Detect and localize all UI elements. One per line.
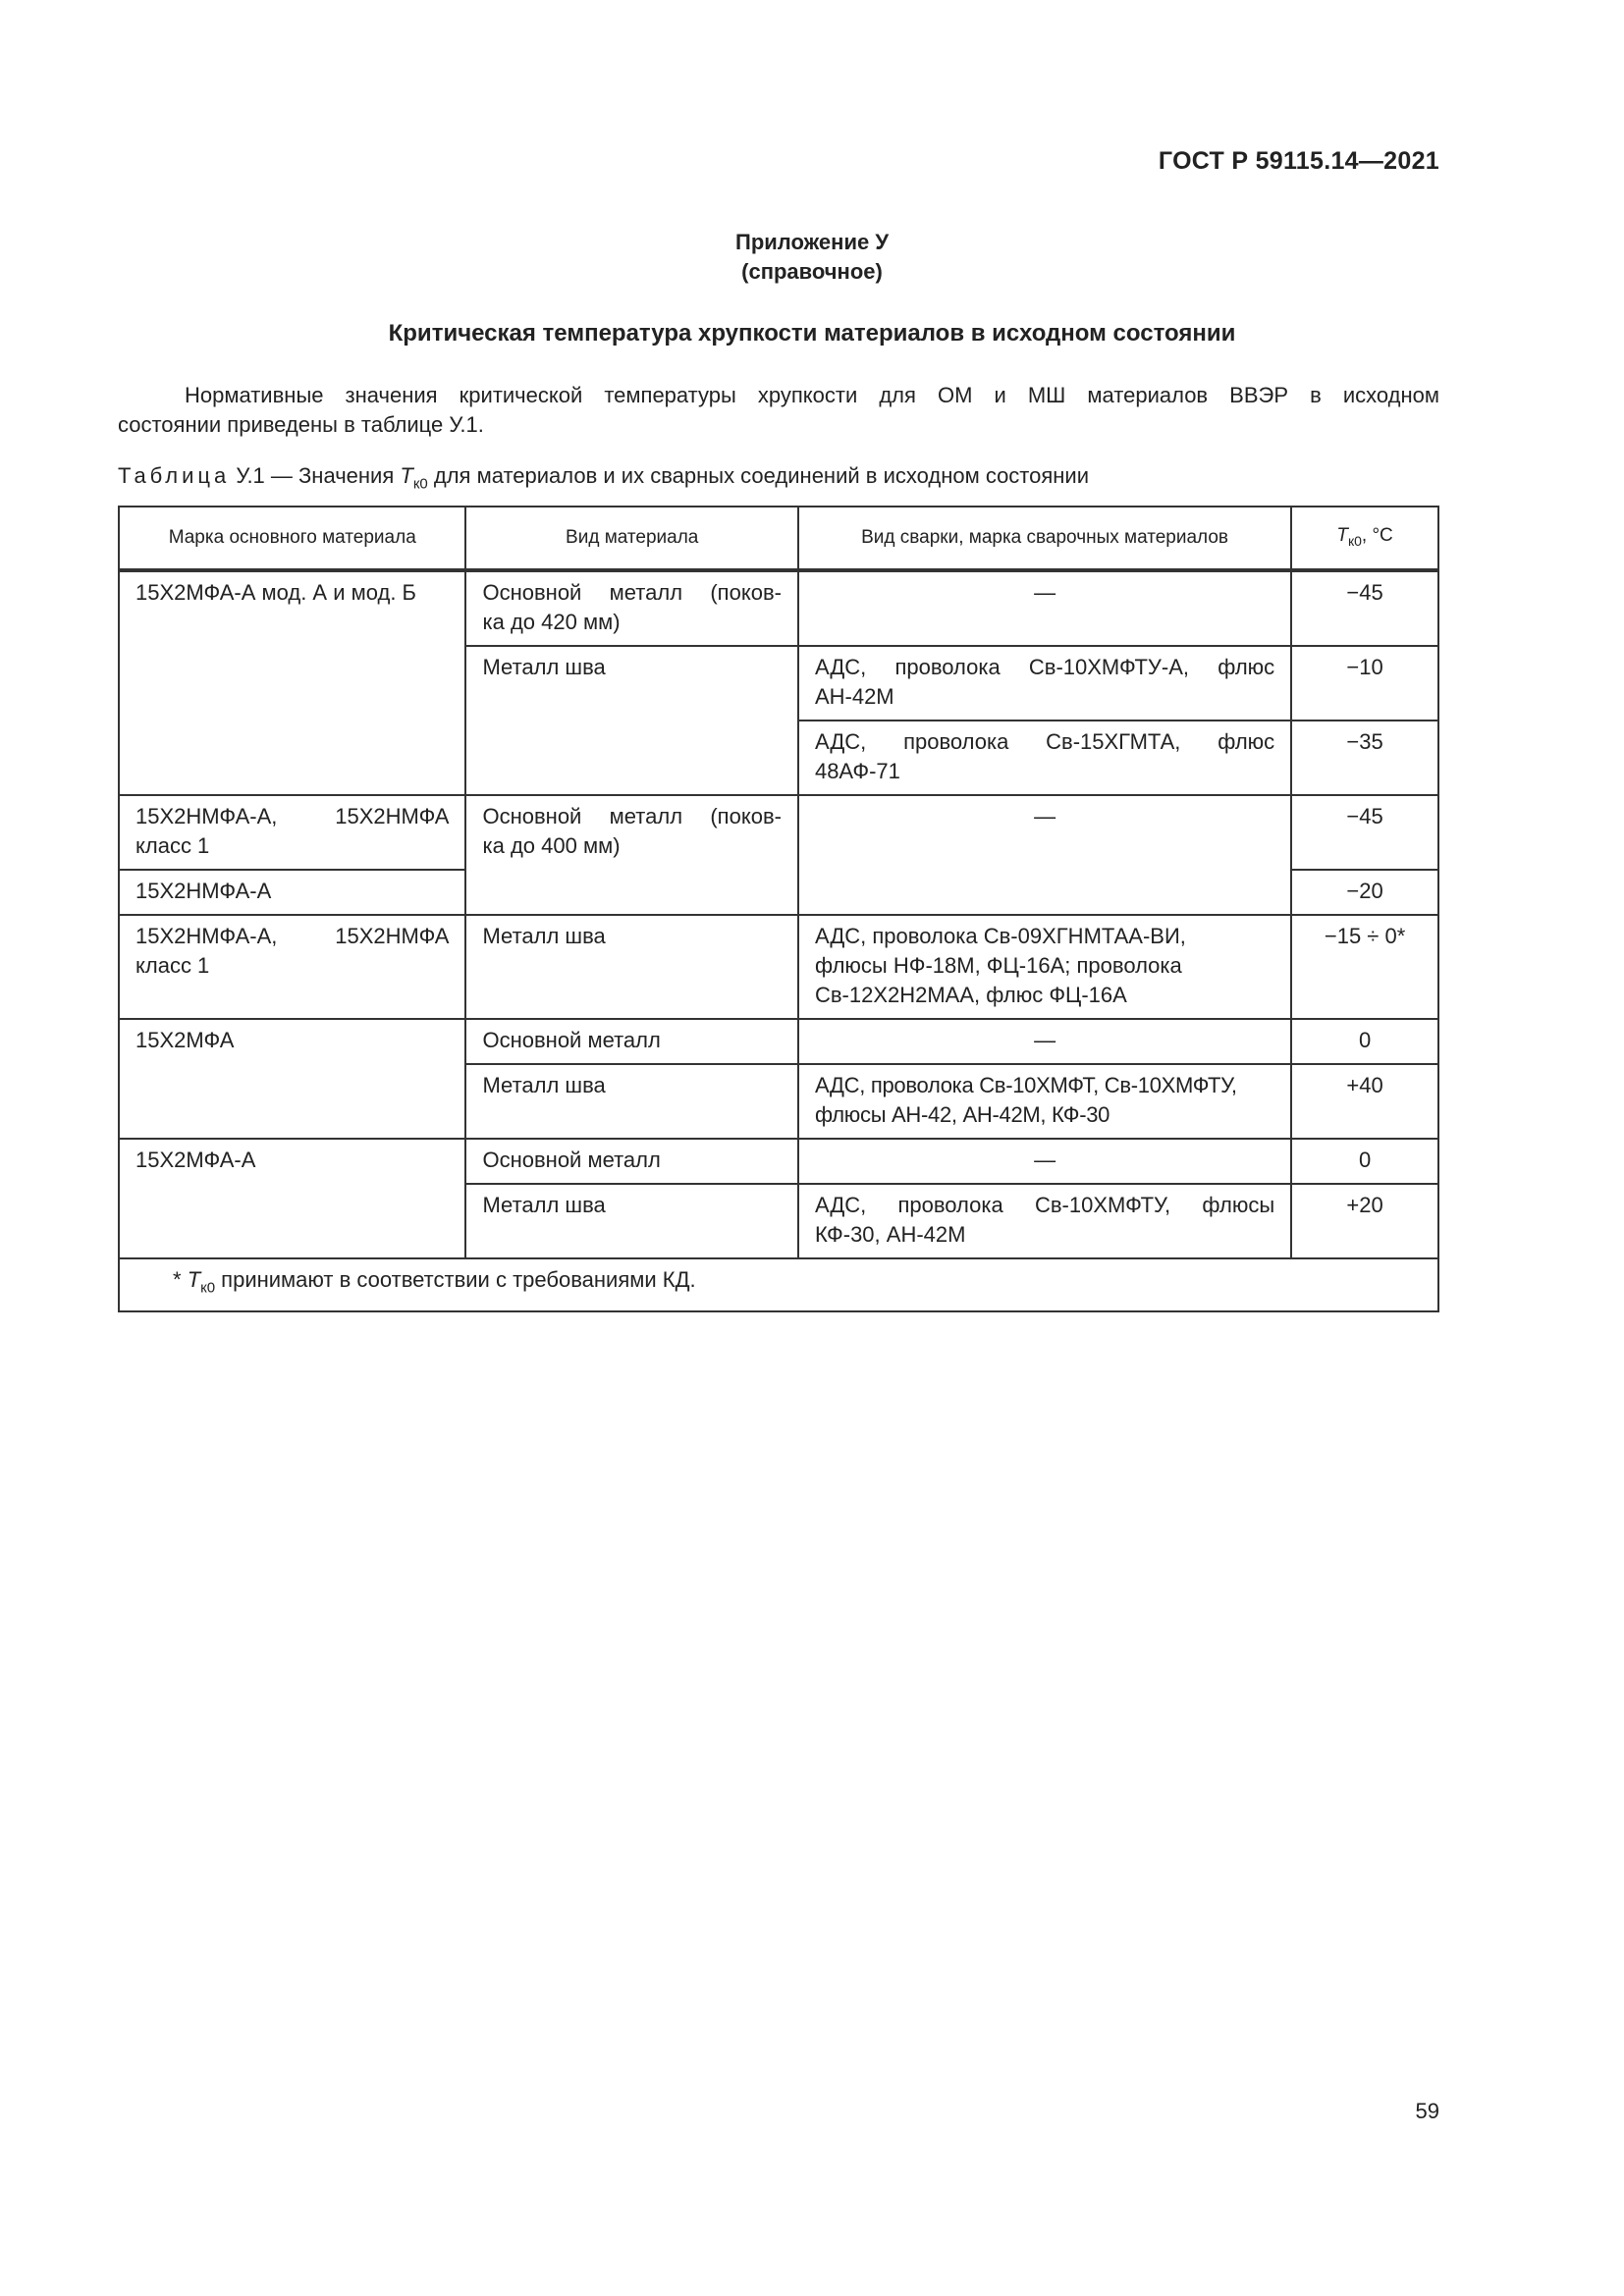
grade-line: класс 1 [135,833,210,858]
material-line: ка до 400 мм) [482,833,621,858]
appendix-heading [0,228,1624,287]
welding-cell: — [798,795,1291,915]
grade-cell: 15Х2МФА-А [119,1139,465,1258]
welding-cell: — [798,1019,1291,1064]
material-cell: Металл шва [465,646,797,795]
welding-line: АДС, проволока Св-10ХМФТУ-А, флюс [814,655,1275,679]
grade-cell [119,915,465,1019]
welding-cell: — [798,570,1291,646]
material-cell: Металл шва [465,915,797,1019]
header-temperature [1291,507,1438,570]
appendix-title: Приложение У [735,230,889,254]
section-title: Критическая температура хрупкости материалов в исходном состоянии [388,320,1236,347]
grade-line: класс 1 [135,953,210,978]
material-line: Основной металл (поков- [482,804,782,828]
table-footnote [119,1258,1438,1311]
grade-line: 15Х2НМФА-А, 15Х2НМФА [135,924,450,948]
material-line: Основной металл (поков- [482,580,782,605]
header-t-sub: к0 [1347,532,1362,549]
temperature-cell: 0 [1291,1139,1438,1184]
table-row [119,915,1438,1019]
grade-cell [119,795,465,870]
grade-cell: 15Х2МФА-А мод. А и мод. Б [119,570,465,795]
caption-symbol-sub: к0 [412,475,428,493]
material-cell: Металл шва [465,1184,797,1258]
page-number: 59 [1415,2099,1439,2123]
table-caption [118,463,1089,492]
material-line: ка до 420 мм) [482,610,621,634]
grade-cell: 15Х2НМФА-А [119,870,465,915]
welding-cell [798,915,1291,1019]
temperature-cell: 0 [1291,1019,1438,1064]
caption-number: У.1 — Значения [236,463,395,488]
document-code: ГОСТ Р 59115.14—2021 [1158,147,1439,175]
welding-line: флюсы АН-42, АН-42М, КФ-30 [814,1102,1110,1127]
caption-label: Таблица [118,463,231,488]
intro-line-1: Нормативные значения критической температуры хрупкости для ОМ и МШ материалов ВВЭР в исходном [185,383,1439,407]
temperature-cell: −10 [1291,646,1438,721]
welding-line: АДС, проволока Св-10ХМФТУ, флюсы [814,1193,1275,1217]
intro-line-2: состоянии приведены в таблице У.1. [118,412,484,437]
grade-line: 15Х2НМФА-А, 15Х2НМФА [135,804,450,828]
footnote-text: принимают в соответствии с требованиями КД. [221,1267,696,1292]
footnote-star: * [173,1267,182,1292]
materials-table [118,506,1439,1312]
welding-line: флюсы НФ-18М, ФЦ-16А; проволока [814,953,1182,978]
table-row [119,570,1438,646]
table-row [119,795,1438,870]
welding-cell: — [798,1139,1291,1184]
welding-line: КФ-30, АН-42М [814,1222,966,1247]
footnote-symbol: T [187,1267,201,1292]
welding-line: 48АФ-71 [814,759,900,783]
header-t-unit: , °С [1361,524,1393,546]
header-material-type: Вид материала [465,507,797,570]
material-cell: Металл шва [465,1064,797,1139]
material-cell: Основной металл [465,1139,797,1184]
temperature-cell: −35 [1291,721,1438,795]
welding-line: АДС, проволока Св-09ХГНМТАА-ВИ, [814,924,1186,948]
header-t-symbol: T [1336,524,1348,546]
caption-rest: для материалов и их сварных соединений в исходном состоянии [433,463,1090,488]
table-footnote-row [119,1258,1438,1311]
table-row [119,1019,1438,1064]
welding-line: АДС, проволока Св-15ХГМТА, флюс [814,729,1275,754]
caption-symbol: T [400,463,413,488]
material-cell [465,570,797,646]
temperature-cell: −45 [1291,795,1438,870]
header-welding: Вид сварки, марка сварочных материалов [798,507,1291,570]
appendix-subtitle: (справочное) [741,259,883,284]
welding-cell [798,721,1291,795]
temperature-cell: −20 [1291,870,1438,915]
header-grade: Марка основного материала [119,507,465,570]
temperature-cell: +40 [1291,1064,1438,1139]
footnote-symbol-sub: к0 [200,1279,216,1297]
table-header-row [119,507,1438,570]
grade-cell: 15Х2МФА [119,1019,465,1139]
welding-cell [798,646,1291,721]
temperature-cell: −15 ÷ 0* [1291,915,1438,1019]
temperature-cell: −45 [1291,570,1438,646]
welding-line: АДС, проволока Св-10ХМФТ, Св-10ХМФТУ, [814,1073,1237,1097]
welding-cell [798,1184,1291,1258]
table-row [119,1139,1438,1184]
intro-paragraph [118,381,1439,440]
material-cell: Основной металл [465,1019,797,1064]
welding-line: АН-42М [814,684,894,709]
welding-cell [798,1064,1291,1139]
material-cell [465,795,797,915]
temperature-cell: +20 [1291,1184,1438,1258]
welding-line: Св-12Х2Н2МАА, флюс ФЦ-16А [814,983,1127,1007]
